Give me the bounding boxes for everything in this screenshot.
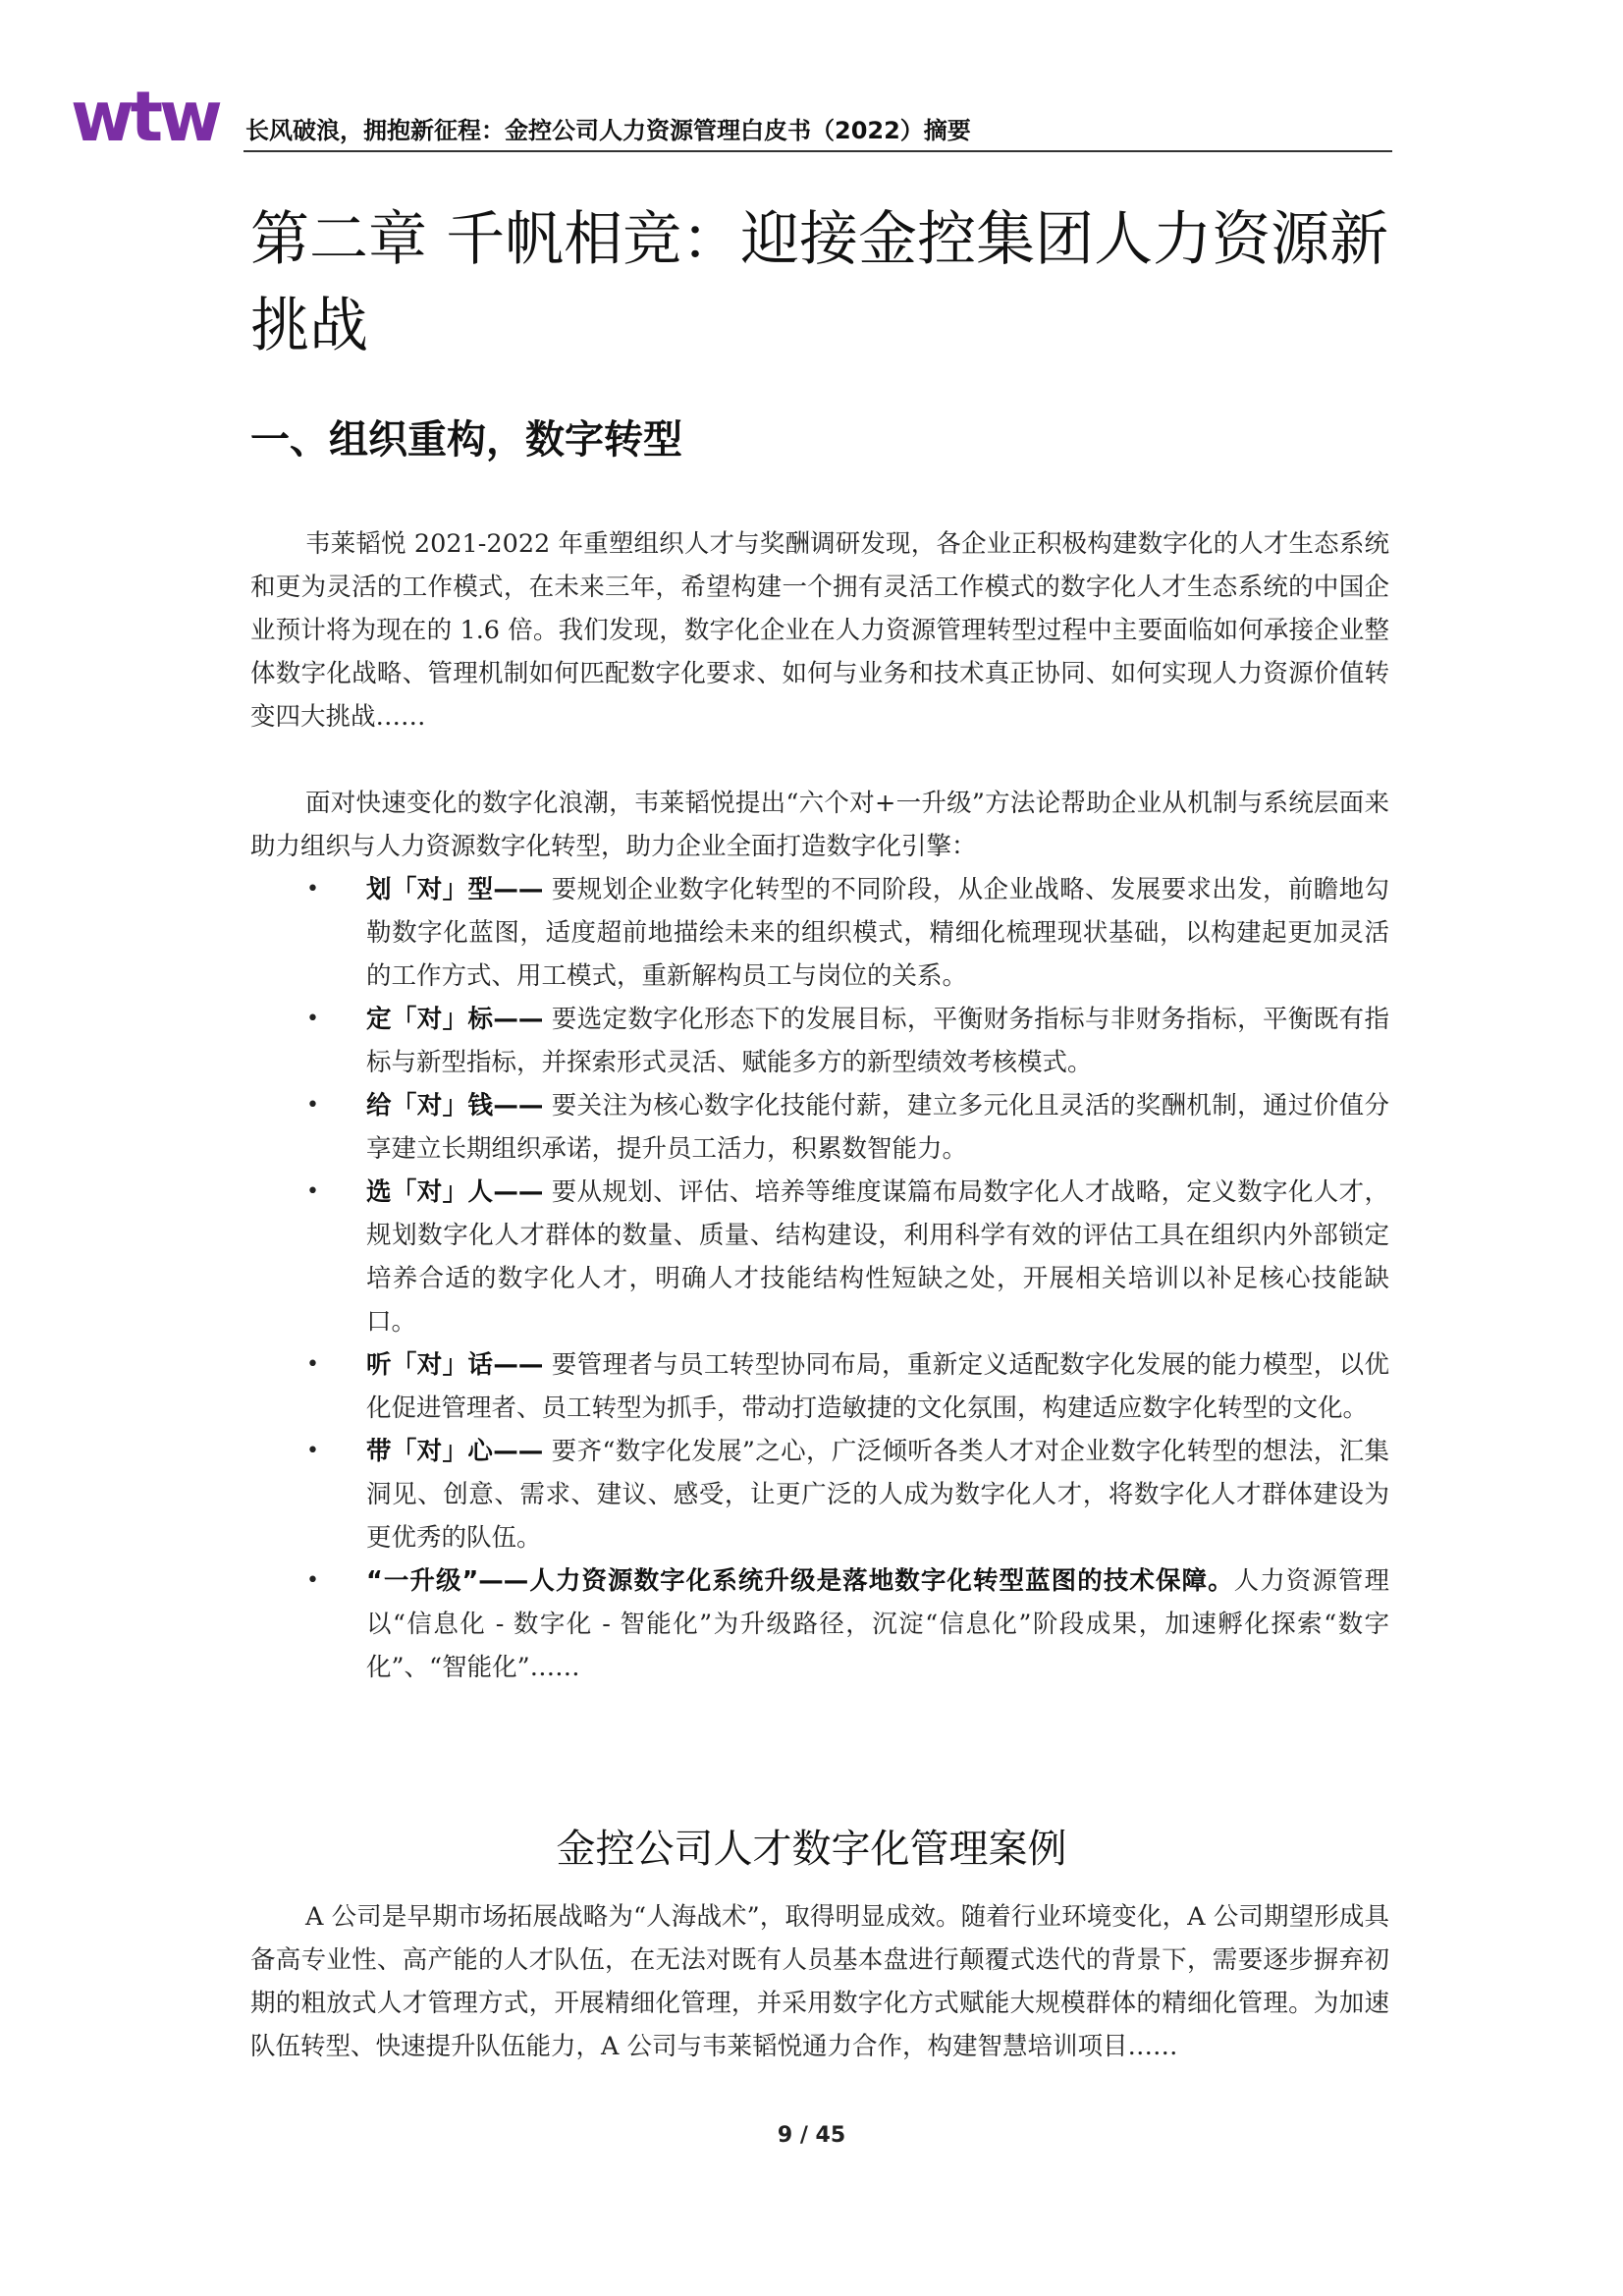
list-item-text: 要齐“数字化发展”之心，广泛倾听各类人才对企业数字化转型的想法，汇集洞见、创意、需求、建议、感受，让更广泛的人成为数字化人才，将数字化人才群体建设为更优秀的队伍。: [366, 1437, 1389, 1553]
list-item-text: 要选定数字化形态下的发展目标，平衡财务指标与非财务指标，平衡既有指标与新型指标，并探索形式灵活、赋能多方的新型绩效考核模式。: [366, 1005, 1389, 1077]
bullet-icon: •: [306, 1007, 319, 1031]
list-item-term: “一升级”——人力资源数字化系统升级是落地数字化转型蓝图的技术保障。: [366, 1566, 1234, 1596]
list-item: [250, 1430, 1389, 1559]
bullet-icon: •: [306, 877, 319, 902]
wtw-logo: wtw: [71, 77, 219, 157]
list-item-text: 要从规划、评估、培养等维度谋篇布局数字化人才战略，定义数字化人才，规划数字化人才群体的数量、质量、结构建设，利用科学有效的评估工具在组织内外部锁定培养合适的数字化人才，明确人才技能结构性短缺之处，开展相关培训以补足核心技能缺口。: [366, 1177, 1389, 1337]
bullet-icon: •: [306, 1439, 319, 1463]
bullet-icon: •: [306, 1352, 319, 1377]
page-number: 9 / 45: [777, 2123, 846, 2148]
list-item-text: 人力资源管理以“信息化 - 数字化 - 智能化”为升级路径，沉淀“信息化”阶段成果，加速孵化探索“数字化”、“智能化”……: [366, 1566, 1389, 1682]
list-item-term: 划「对」型——: [366, 875, 544, 904]
list-item: [250, 998, 1389, 1084]
list-item: [250, 868, 1389, 998]
chapter-title: 第二章 千帆相竞：迎接金控集团人力资源新挑战: [250, 205, 1389, 360]
list-item-text: 要规划企业数字化转型的不同阶段，从企业战略、发展要求出发，前瞻地勾勒数字化蓝图，适度超前地描绘未来的组织模式，精细化梳理现状基础，以构建起更加灵活的工作方式、用工模式，重新解构员工与岗位的关系。: [366, 875, 1389, 991]
list-item-term: 给「对」钱——: [366, 1091, 544, 1121]
section-title: 一、组织重构，数字转型: [250, 417, 682, 463]
bullet-icon: •: [306, 1093, 319, 1118]
list-item: [250, 1171, 1389, 1343]
methodology-paragraph: 面对快速变化的数字化浪潮，韦莱韬悦提出“六个对+一升级”方法论帮助企业从机制与系统层面来助力组织与人力资源数字化转型，助力企业全面打造数字化引擎：: [250, 789, 1389, 861]
list-item: [250, 1343, 1389, 1430]
case-study-title: 金控公司人才数字化管理案例: [556, 1827, 1067, 1872]
list-item: [250, 1084, 1389, 1171]
list-item-text: 要管理者与员工转型协同布局，重新定义适配数字化发展的能力模型，以优化促进管理者、员工转型为抓手，带动打造敏捷的文化氛围，构建适应数字化转型的文化。: [366, 1350, 1389, 1423]
list-item-term: 定「对」标——: [366, 1005, 544, 1034]
list-item-term: 带「对」心——: [366, 1437, 544, 1466]
methodology-list: [250, 868, 1389, 1689]
running-header-title: 长风破浪，拥抱新征程：金控公司人力资源管理白皮书（2022）摘要: [245, 117, 971, 144]
list-item-term: 选「对」人——: [366, 1177, 544, 1207]
list-item-term: 听「对」话——: [366, 1350, 544, 1380]
case-study-paragraph: A 公司是早期市场拓展战略为“人海战术”，取得明显成效。随着行业环境变化，A 公司期望形成具备高专业性、高产能的人才队伍，在无法对既有人员基本盘进行颠覆式迭代的背景下，需要逐步摒弃初期的粗放式人才管理方式，开展精细化管理，并采用数字化方式赋能大规模群体的精细化管理。为加速队伍转型、快速提升队伍能力，A 公司与韦莱韬悦通力合作，构建智慧培训项目……: [250, 1902, 1389, 2061]
list-item-text: 要关注为核心数字化技能付薪，建立多元化且灵活的奖酬机制，通过价值分享建立长期组织承诺，提升员工活力，积累数智能力。: [366, 1091, 1389, 1164]
header-divider: [243, 150, 1392, 152]
bullet-icon: •: [306, 1568, 319, 1593]
list-item: [250, 1559, 1389, 1689]
bullet-icon: •: [306, 1179, 319, 1204]
intro-paragraph: 韦莱韬悦 2021-2022 年重塑组织人才与奖酬调研发现，各企业正积极构建数字化的人才生态系统和更为灵活的工作模式，在未来三年，希望构建一个拥有灵活工作模式的数字化人才生态系统的中国企业预计将为现在的 1.6 倍。我们发现，数字化企业在人力资源管理转型过程中主要面临如何承接企业整体数字化战略、管理机制如何匹配数字化要求、如何与业务和技术真正协同、如何实现人力资源价值转变四大挑战……: [250, 529, 1389, 732]
